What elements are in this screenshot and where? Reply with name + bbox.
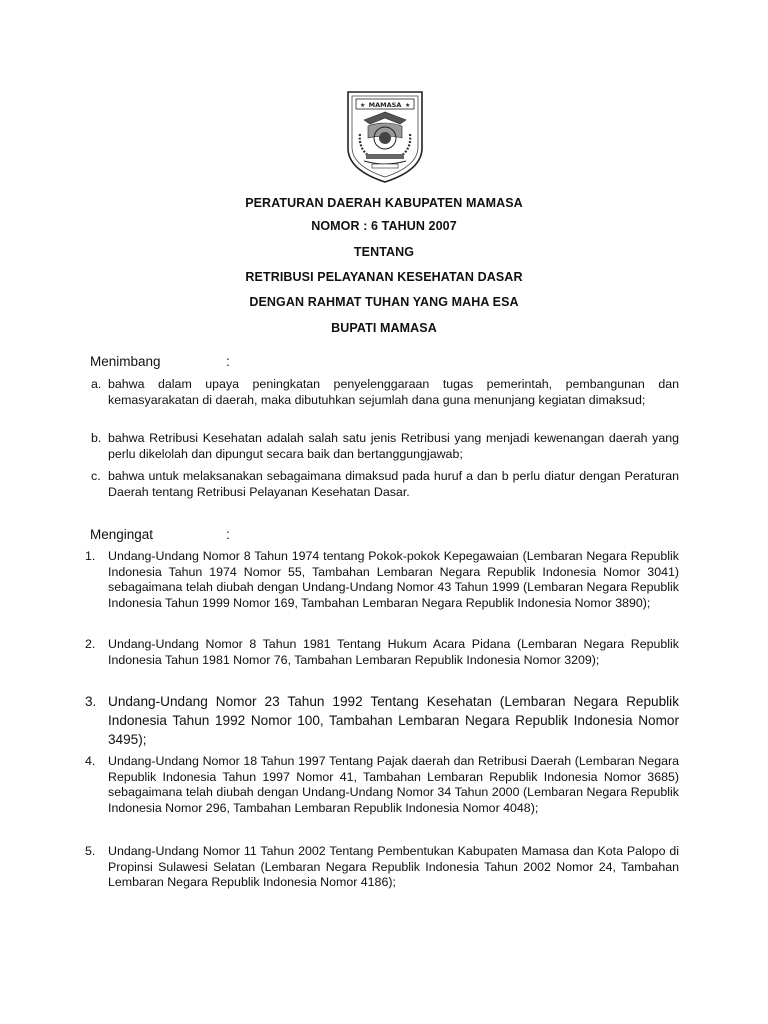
regulation-title: PERATURAN DAERAH KABUPATEN MAMASA [245, 196, 523, 210]
mengingat-label: Mengingat [90, 527, 154, 542]
item-text: bahwa untuk melaksanakan sebagaimana dimaksud pada huruf a dan b perlu diatur dengan Peraturan Daerah tentang Retribusi Pelayanan Kesehatan Dasar. [108, 469, 679, 499]
item-marker: b. [91, 431, 102, 445]
item-marker: c. [91, 469, 101, 483]
item-text: Undang-Undang Nomor 11 Tahun 2002 Tentang Pembentukan Kabupaten Mamasa dan Kota Palopo di Propinsi Sulawesi Selatan (Lembaran Negara Republik Indonesia Tahun 2002 Nomor 24, Tambahan Lembaran Negara Republik Indonesia Nomor 4186); [108, 844, 679, 890]
mengingat-item [85, 549, 679, 611]
mengingat-item [85, 693, 679, 749]
item-text: Undang-Undang Nomor 8 Tahun 1974 tentang Pokok-pokok Kepegawaian (Lembaran Negara Republik Indonesia Tahun 1974 Nomor 55, Tambahan Lembaran Negara Republik Indonesia Nomor 3041) sebagaimana telah diubah dengan Undang-Undang Nomor 43 Tahun 1999 (Lembaran Negara Republik Indonesia Tahun 1999 Nomor 169, Tambahan Lembaran Negara Republik Indonesia Nomor 3890); [108, 549, 679, 610]
item-text: Undang-Undang Nomor 23 Tahun 1992 Tentang Kesehatan (Lembaran Negara Republik Indonesia Tahun 1992 Nomor 100, Tambahan Lembaran Negara Republik Indonesia Nomor 3495); [108, 694, 679, 747]
svg-text:★: ★ [405, 103, 411, 109]
mengingat-item [85, 754, 679, 816]
item-text: bahwa dalam upaya peningkatan penyelenggaraan tugas pemerintah, pembangunan dan kemasyarakatan di daerah, maka dibutuhkan sejumlah dana guna menunjang kegiatan dimaksud; [108, 377, 679, 407]
invocation-line: DENGAN RAHMAT TUHAN YANG MAHA ESA [249, 295, 519, 309]
regulation-about: TENTANG [353, 245, 415, 259]
menimbang-item [85, 431, 679, 462]
mengingat-item [85, 844, 679, 891]
issuer-line: BUPATI MAMASA [331, 321, 437, 335]
regulation-number: NOMOR : 6 TAHUN 2007 [311, 219, 457, 233]
regency-emblem-icon [346, 90, 424, 184]
item-marker: 4. [85, 754, 96, 768]
item-text: bahwa Retribusi Kesehatan adalah salah satu jenis Retribusi yang menjadi kewenangan daerah yang perlu dikelolah dan dipungut secara baik dan bertanggungjawab; [108, 431, 679, 461]
item-marker: 5. [85, 844, 96, 858]
item-marker: a. [91, 377, 102, 391]
menimbang-item [85, 469, 679, 500]
item-text: Undang-Undang Nomor 8 Tahun 1981 Tentang Hukum Acara Pidana (Lembaran Negara Republik Indonesia Tahun 1981 Nomor 76, Tambahan Lembaran Republik Indonesia Nomor 3209); [108, 637, 679, 667]
item-marker: 2. [85, 637, 96, 651]
item-marker: 3. [85, 694, 97, 709]
svg-text:★: ★ [360, 103, 366, 109]
emblem-label: MAMASA [368, 101, 402, 109]
regulation-subject: RETRIBUSI PELAYANAN KESEHATAN DASAR [245, 270, 523, 284]
menimbang-colon: : [226, 354, 230, 369]
mengingat-item [85, 637, 679, 668]
item-marker: 1. [85, 549, 96, 563]
menimbang-label: Menimbang [90, 354, 161, 369]
item-text: Undang-Undang Nomor 18 Tahun 1997 Tentang Pajak daerah dan Retribusi Daerah (Lembaran Negara Republik Indonesia Tahun 1997 Nomor 41, Tambahan Lembaran Republik Indonesia Nomor 3685) sebagaimana telah diubah dengan Undang-Undang Nomor 34 Tahun 2000 (Lembaran Negara Republik Indonesia Nomor 296, Tambahan Lembaran Republik Indonesia Nomor 4048); [108, 754, 679, 815]
mengingat-colon: : [226, 527, 230, 542]
menimbang-item [85, 377, 679, 408]
